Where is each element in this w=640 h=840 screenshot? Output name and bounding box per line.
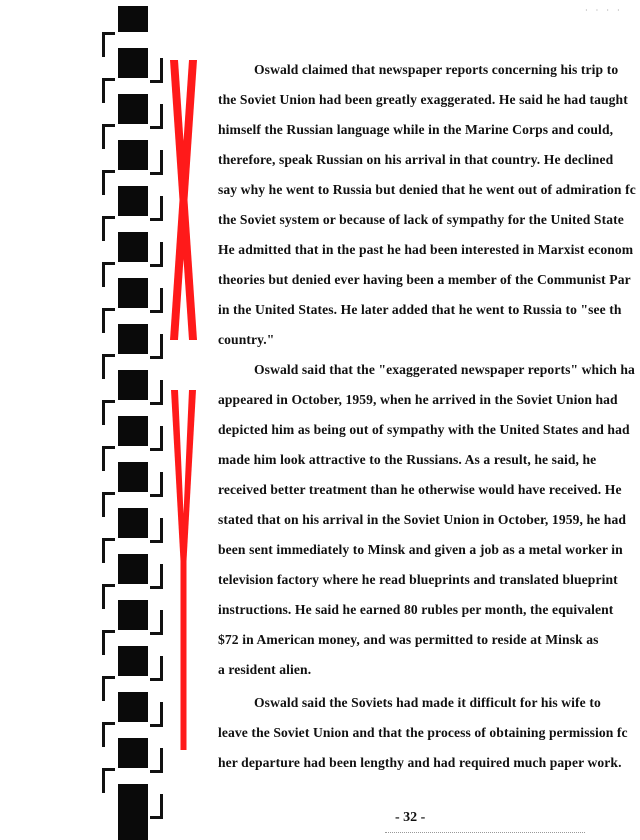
binding-block	[118, 508, 148, 538]
binding-block	[118, 738, 148, 768]
text-line: appeared in October, 1959, when he arrived in the Soviet Union had	[218, 392, 618, 407]
binding-block	[118, 186, 148, 216]
binding-bracket	[102, 446, 115, 471]
binding-bracket	[102, 124, 115, 149]
binding-block	[118, 462, 148, 492]
text-line: Oswald said that the "exaggerated newspaper reports" which ha	[254, 362, 635, 377]
text-line: He admitted that in the past he had been interested in Marxist econom	[218, 242, 634, 257]
binding-bracket	[150, 794, 163, 819]
text-line: the Soviet system or because of lack of sympathy for the United State	[218, 212, 624, 227]
binding-bracket	[102, 538, 115, 563]
binding-block	[118, 692, 148, 722]
scan-artifact	[385, 832, 585, 835]
page-number: - 32 -	[395, 810, 426, 825]
text-line: been sent immediately to Minsk and given a job as a metal worker in	[218, 542, 623, 557]
binding-block	[118, 646, 148, 676]
binding-bracket	[102, 262, 115, 287]
text-line: say why he went to Russia but denied that he went out of admiration fc	[218, 182, 636, 197]
binding-bracket	[102, 584, 115, 609]
binding-block	[118, 324, 148, 354]
text-line: instructions. He said he earned 80 rubles per month, the equivalent	[218, 602, 614, 617]
text-line: a resident alien.	[218, 662, 312, 677]
binding-block	[118, 600, 148, 630]
red-margin-marks	[155, 50, 215, 750]
binding-bracket	[150, 748, 163, 773]
binding-block	[118, 370, 148, 400]
binding-block	[118, 416, 148, 446]
binding-bracket	[102, 676, 115, 701]
binding-bracket	[102, 354, 115, 379]
binding-block	[118, 232, 148, 262]
text-line: therefore, speak Russian on his arrival in that country. He declined	[218, 152, 614, 167]
binding-bracket	[102, 630, 115, 655]
text-line: $72 in American money, and was permitted to reside at Minsk as	[218, 632, 599, 647]
text-line: himself the Russian language while in the Marine Corps and could,	[218, 122, 614, 137]
binding-bracket	[102, 722, 115, 747]
binding-bracket	[102, 492, 115, 517]
text-line: depicted him as being out of sympathy with the United States and had	[218, 422, 630, 437]
binding-block	[118, 278, 148, 308]
text-line: made him look attractive to the Russians. As a result, he said, he	[218, 452, 597, 467]
text-line: leave the Soviet Union and that the process of obtaining permission fc	[218, 725, 628, 740]
binding-block	[118, 140, 148, 170]
text-line: theories but denied ever having been a member of the Communist Par	[218, 272, 631, 287]
binding-bracket	[102, 78, 115, 103]
text-line: Oswald said the Soviets had made it difficult for his wife to	[254, 695, 601, 710]
text-line: television factory where he read blueprints and translated blueprint	[218, 572, 618, 587]
binding-block	[118, 554, 148, 584]
binding-block	[118, 94, 148, 124]
binding-block	[118, 48, 148, 78]
binding-bracket	[102, 32, 115, 57]
binding-block	[118, 810, 148, 840]
binding-bracket	[102, 170, 115, 195]
binding-bracket	[102, 768, 115, 793]
text-line: the Soviet Union had been greatly exaggerated. He said he had taught	[218, 92, 628, 107]
text-line: her departure had been lengthy and had required much paper work.	[218, 755, 622, 770]
text-line: received better treatment than he otherwise would have received. He	[218, 482, 622, 497]
red-x-mark	[170, 60, 197, 340]
text-line: country."	[218, 332, 275, 347]
red-y-mark	[171, 390, 196, 750]
text-line: in the United States. He later added that he went to Russia to "see th	[218, 302, 622, 317]
scan-artifact: · · · ·	[585, 6, 623, 15]
binding-bracket	[102, 308, 115, 333]
binding-block	[118, 6, 148, 32]
binding-bracket	[102, 216, 115, 241]
text-line: stated that on his arrival in the Soviet Union in October, 1959, he had	[218, 512, 627, 527]
binding-bracket	[102, 400, 115, 425]
text-line: Oswald claimed that newspaper reports concerning his trip to	[254, 62, 619, 77]
